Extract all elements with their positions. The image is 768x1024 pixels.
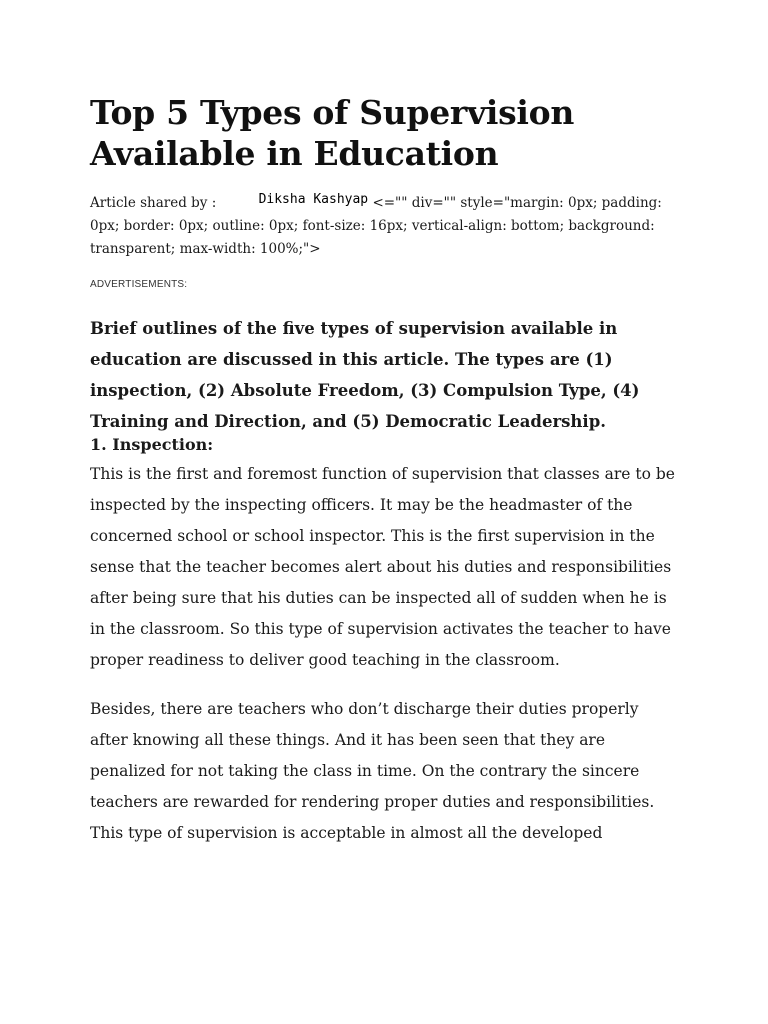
paragraph-inspection-1: This is the first and foremost function of supervision that classes are to be inspected by the inspecting officers. It may be the headmaster of the concerned school or school inspector. This is the first supervision in the sense that the teacher becomes alert about his duties and responsibilities after being sure that his duties can be inspected all of sudden when he is in the classroom. So this type of supervision activates the teacher to have proper readiness to deliver good teaching in the classroom. bbox=[90, 465, 675, 669]
paragraph-inspection-2: Besides, there are teachers who don’t discharge their duties properly after knowing all these things. And it has been seen that they are penalized for not taking the class in time. On the contrary the sincere teachers are rewarded for rendering proper duties and responsibilities. This type of supervision is acceptable in almost all the developed bbox=[90, 700, 655, 842]
byline-prefix: Article shared by : bbox=[90, 195, 217, 211]
article-title-line-2: Available in Education bbox=[90, 134, 499, 173]
byline-stray-markup: <="" div="" style="margin: 0px; padding: 0px; border: 0px; outline: 0px; font-size: 16px; vertical-align: bottom; background: transparent; max-width: 100%;"> bbox=[90, 195, 662, 257]
article-title bbox=[90, 92, 680, 174]
article-summary: Brief outlines of the five types of supervision available in education are discussed in this article. The types are (1) inspection, (2) Absolute Freedom, (3) Compulsion Type, (4) Training and Direction, and (5) Democratic Leadership. bbox=[90, 319, 640, 431]
section-heading-inspection: 1. Inspection: bbox=[90, 435, 214, 454]
advertisements-label: ADVERTISEMENTS: bbox=[90, 279, 188, 290]
byline bbox=[90, 192, 680, 261]
article-title-line-1: Top 5 Types of Supervision bbox=[90, 93, 575, 132]
author-link[interactable]: Diksha Kashyap bbox=[258, 192, 369, 207]
article-body bbox=[90, 92, 680, 849]
